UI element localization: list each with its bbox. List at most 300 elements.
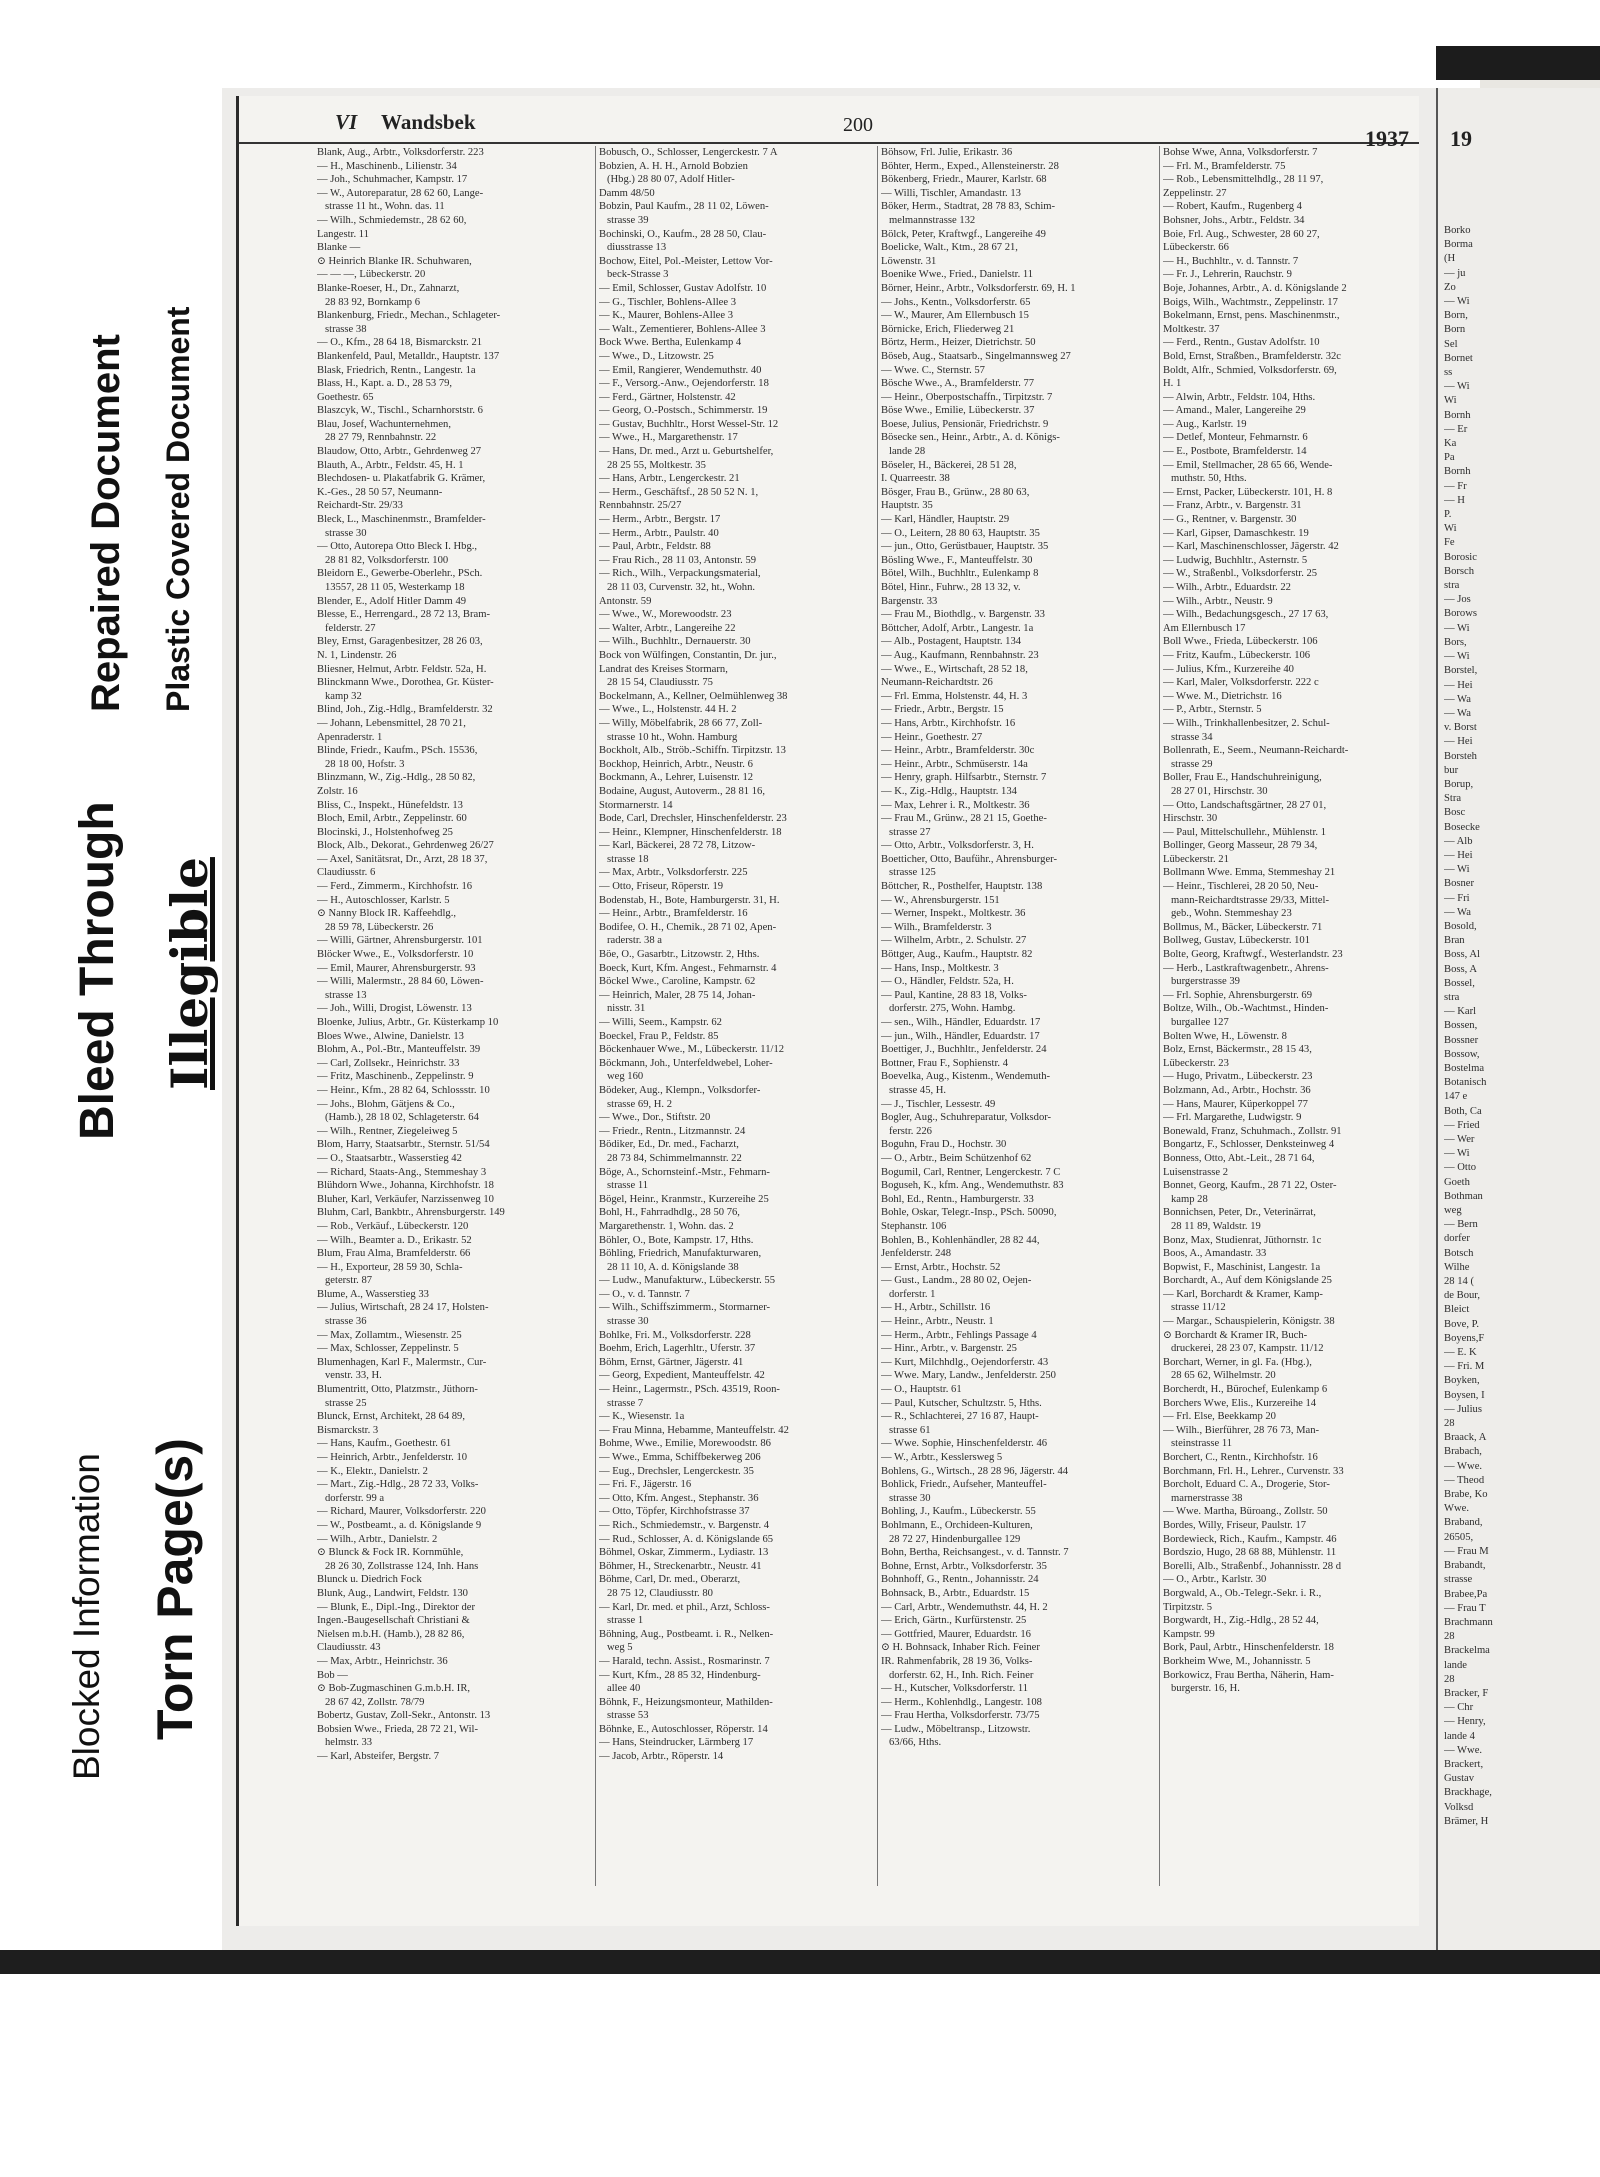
directory-entry: Blinckmann Wwe., Dorothea, Gr. Küster-: [317, 677, 494, 689]
directory-entry: Boldt, Alfr., Schmied, Volksdorferstr. 69,: [1163, 364, 1337, 376]
directory-entry: Bochow, Eitel, Pol.-Meister, Lettow Vor-: [599, 255, 773, 267]
next-page-entry: Bleict: [1444, 1304, 1470, 1316]
next-page-entry: Bornet: [1444, 352, 1473, 364]
directory-entry: — K., Zig.-Hdlg., Hauptstr. 134: [881, 785, 1017, 797]
directory-entry: — Fri. F., Jägerstr. 16: [599, 1479, 692, 1491]
directory-entry: kamp 28: [1171, 1193, 1208, 1205]
next-page-entry: 28: [1444, 1418, 1455, 1430]
directory-entry: — Emil, Maurer, Ahrensburgerstr. 93: [317, 962, 476, 974]
directory-entry: ⊙ Heinrich Blanke IR. Schuhwaren,: [317, 255, 472, 267]
directory-entry: — W., Autoreparatur, 28 62 60, Lange-: [317, 187, 484, 199]
next-page-entry: — Julius: [1444, 1403, 1482, 1415]
next-page-entry: lande 4: [1444, 1730, 1475, 1742]
directory-entry: — Willi, Gärtner, Ahrensburgerstr. 101: [317, 935, 483, 947]
next-page-entry: Zo: [1444, 281, 1456, 293]
label-torn-pages: Torn Page(s): [147, 1438, 203, 1740]
directory-entry: Blum, Frau Alma, Bramfelderstr. 66: [317, 1248, 471, 1260]
directory-entry: Margarethenstr. 1, Wohn. das. 2: [599, 1220, 734, 1232]
next-page-entry: Brackhage,: [1444, 1787, 1492, 1799]
directory-entry: — H., Maschinenb., Lilienstr. 34: [317, 160, 457, 172]
directory-entry: venstr. 33, H.: [325, 1370, 382, 1382]
directory-entry: ⊙ Bob-Zugmaschinen G.m.b.H. IR,: [317, 1683, 471, 1695]
directory-entry: dorferstr. 62, H., Inh. Rich. Feiner: [889, 1669, 1034, 1681]
directory-entry: — J., Tischler, Lessestr. 49: [881, 1098, 996, 1110]
directory-entry: — Gustav, Buchhltr., Horst Wessel-Str. 12: [599, 418, 779, 430]
directory-entry: Böhler, O., Bote, Kampstr. 17, Hths.: [599, 1234, 754, 1246]
directory-entry: Bohl, Ed., Rentn., Hamburgerstr. 33: [881, 1193, 1034, 1205]
directory-entry: IR. Rahmenfabrik, 28 19 36, Volks-: [881, 1655, 1033, 1667]
directory-entry: ferstr. 226: [889, 1125, 932, 1137]
directory-entry: — Frl. Sophie, Ahrensburgerstr. 69: [1163, 989, 1312, 1001]
directory-entry: strasse 30: [607, 1316, 649, 1328]
directory-entry: — Detlef, Monteur, Fehmarnstr. 6: [1163, 432, 1308, 444]
directory-entry: Böhling, Friedrich, Manufakturwaren,: [599, 1248, 762, 1260]
directory-entry: — Frl. Else, Beekkamp 20: [1163, 1411, 1276, 1423]
directory-entry: — Jacob, Arbtr., Röperstr. 14: [599, 1751, 724, 1763]
next-page-entry: Braband,: [1444, 1517, 1483, 1529]
directory-entry: Lübeckerstr. 66: [1163, 242, 1229, 254]
directory-entry: — Walter, Arbtr., Langereihe 22: [599, 622, 736, 634]
next-page-entry: Wi: [1444, 523, 1457, 535]
directory-entry: — Herm., Arbtr., Bergstr. 17: [599, 514, 721, 526]
directory-entry: Böhmel, Oskar, Zimmerm., Lydiastr. 13: [599, 1547, 769, 1559]
directory-entry: Bork, Paul, Arbtr., Hinschenfelderstr. 18: [1163, 1642, 1334, 1654]
directory-entry: ⊙ Blunck & Fock IR. Kornmühle,: [317, 1547, 464, 1559]
next-page-entry: Boss, A: [1444, 963, 1477, 975]
directory-entry: — Paul, Arbtr., Feldstr. 88: [599, 541, 711, 553]
next-page-entry: — Wwe.: [1444, 1460, 1483, 1472]
next-page-entry: Stra: [1444, 793, 1462, 805]
directory-entry: Tirpitzstr. 5: [1163, 1601, 1213, 1613]
directory-entry: — sen., Wilh., Händler, Eduardstr. 17: [881, 1017, 1041, 1028]
directory-entry: Boelicke, Walt., Ktm., 28 67 21,: [881, 242, 1018, 254]
directory-entry: Zolstr. 16: [317, 785, 358, 797]
directory-entry: — Walt., Zementierer, Bohlens-Allee 3: [599, 323, 766, 335]
next-page-entry: Brabach,: [1444, 1446, 1482, 1458]
next-page-entry: v. Borst: [1444, 722, 1477, 734]
directory-entry: Bodaine, August, Autoverm., 28 81 16,: [599, 785, 765, 797]
directory-entry: Bargenstr. 33: [881, 595, 938, 607]
directory-entry: Böhter, Herm., Exped., Allensteinerstr. 28: [881, 160, 1059, 172]
directory-entry: — Emil, Rangierer, Wendemuthstr. 40: [599, 364, 762, 376]
directory-entry: — Wwe., D., Litzowstr. 25: [599, 350, 714, 362]
directory-entry: burgerstr. 16, H.: [1171, 1683, 1240, 1695]
directory-entry: — O., Staatsarbtr., Wasserstieg 42: [317, 1152, 462, 1164]
directory-entry: — Franz, Arbtr., v. Bargenstr. 31: [1163, 500, 1302, 512]
next-page-entry: Borows: [1444, 608, 1477, 620]
directory-entry: — Alb., Postagent, Hauptstr. 134: [881, 636, 1022, 648]
directory-entry: — Rob., Verkäuf., Lübeckerstr. 120: [317, 1220, 469, 1232]
directory-entry: 28 73 84, Schimmelmannstr. 22: [607, 1152, 742, 1164]
next-page-entry: — Wi: [1444, 622, 1470, 634]
directory-entry: — Georg, Expedient, Manteuffelstr. 42: [599, 1370, 765, 1382]
next-page-entry: Bosold,: [1444, 920, 1477, 932]
next-page-entry: Bothman: [1444, 1190, 1483, 1202]
directory-entry: 28 81 82, Volksdorferstr. 100: [325, 554, 449, 566]
next-page-entry: — Fried: [1444, 1119, 1480, 1131]
directory-entry: — H., Kutscher, Volksdorferstr. 11: [881, 1683, 1029, 1695]
directory-entry: weg 5: [607, 1642, 633, 1654]
directory-entry: strasse 30: [325, 527, 367, 539]
next-page-entry: Volksd: [1444, 1801, 1474, 1813]
directory-entry: Börtz, Herm., Heizer, Dietrichstr. 50: [881, 337, 1036, 349]
directory-entry: Böhnk, F., Heizungsmonteur, Mathilden-: [599, 1696, 773, 1708]
directory-entry: burgallee 127: [1171, 1017, 1229, 1028]
directory-entry: Bohlen, B., Kohlenhändler, 28 82 44,: [881, 1234, 1040, 1246]
directory-entry: Bockholt, Alb., Ströb.-Schiffn. Tirpitzstr. 13: [599, 745, 786, 757]
next-page-entry: Borup,: [1444, 778, 1474, 790]
directory-entry: Ingen.-Baugesellschaft Christiani &: [317, 1615, 470, 1627]
directory-entry: Boigs, Wilh., Wachtmstr., Zeppelinstr. 17: [1163, 296, 1338, 308]
directory-entry: — Robert, Kaufm., Rugenberg 4: [1163, 201, 1302, 213]
damage-label-strip: [0, 80, 222, 1950]
directory-entry: Claudiusstr. 6: [317, 867, 376, 879]
directory-entry: nisstr. 31: [607, 1003, 646, 1015]
directory-entry: Langestr. 11: [317, 228, 369, 240]
directory-entry: — Wwe., H., Margarethenstr. 17: [599, 432, 738, 444]
directory-entry: — Kurt, Milchhdlg., Oejendorferstr. 43: [881, 1356, 1049, 1368]
directory-entry: Antonstr. 59: [599, 595, 652, 607]
next-page-entry: Wi: [1444, 395, 1457, 407]
next-page-entry: 147 e: [1444, 1091, 1468, 1103]
directory-entry: Jenfelderstr. 248: [881, 1248, 952, 1260]
directory-entry: marnerstrasse 38: [1171, 1492, 1243, 1504]
next-page-entry: 28: [1444, 1673, 1455, 1685]
directory-entry: Bloenke, Julius, Arbtr., Gr. Küsterkamp 10: [317, 1017, 499, 1028]
directory-entry: — Ferd., Zimmerm., Kirchhofstr. 16: [317, 881, 473, 893]
directory-entry: — Wilh., Schmiedemstr., 28 62 60,: [317, 214, 467, 226]
next-page-entry: — Wi: [1444, 864, 1470, 876]
directory-entry: Bollmann Wwe. Emma, Stemmeshay 21: [1163, 867, 1336, 879]
next-page-entry: — Bern: [1444, 1219, 1478, 1231]
directory-entry: helmstr. 33: [325, 1737, 373, 1749]
directory-entry: — Hans, Steindrucker, Lärmberg 17: [599, 1737, 754, 1749]
directory-entry: Bordewieck, Rich., Kaufm., Kampstr. 46: [1163, 1533, 1337, 1545]
directory-entry: — Carl, Arbtr., Wendemuthstr. 44, H. 2: [881, 1601, 1048, 1613]
directory-entry: 28 75 12, Claudiusstr. 80: [607, 1587, 713, 1599]
directory-entry: — Frau Hertha, Volksdorferstr. 73/75: [881, 1710, 1040, 1722]
directory-entry: Boenike Wwe., Fried., Danielstr. 11: [881, 269, 1034, 281]
directory-entry: Böker, Herm., Stadtrat, 28 78 83, Schim-: [881, 201, 1056, 213]
directory-entry: — Heinr., Arbtr., Schmüserstr. 14a: [881, 758, 1028, 770]
directory-entry: strasse 30: [889, 1492, 931, 1504]
directory-entry: — Max, Zollamtm., Wiesenstr. 25: [317, 1329, 462, 1341]
directory-entry: Bonnet, Georg, Kaufm., 28 71 22, Oster-: [1163, 1180, 1337, 1192]
directory-entry: Böhsow, Frl. Julie, Erikastr. 36: [881, 147, 1013, 158]
directory-entry: N. 1, Lindenstr. 26: [317, 649, 397, 661]
label-bleed-through: Bleed Through: [71, 801, 124, 1140]
directory-entry: Bleidorn E., Gewerbe-Oberlehr., PSch.: [317, 568, 483, 580]
directory-entry: — Georg, O.-Postsch., Schimmerstr. 19: [599, 405, 768, 417]
directory-entry: strasse 36: [325, 1316, 367, 1328]
directory-entry: — Heinr., Lagermstr., PSch. 43519, Roon-: [599, 1384, 780, 1396]
directory-entry: — P., Arbtr., Sternstr. 5: [1163, 704, 1262, 716]
directory-entry: Bolz, Ernst, Bäckermstr., 28 15 43,: [1163, 1044, 1312, 1056]
directory-entry: Böseb, Aug., Staatsarb., Singelmannsweg 27: [881, 350, 1071, 362]
directory-entry: — Wwe., Emma, Schiffbekerweg 206: [599, 1452, 761, 1463]
directory-entry: Bold, Ernst, Straßben., Bramfelderstr. 32c: [1163, 350, 1341, 362]
directory-entry: — Axel, Sanitätsrat, Dr., Arzt, 28 18 37,: [317, 853, 488, 865]
directory-entry: — Heinr., Oberpostschaffn., Tirpitzstr. 7: [881, 391, 1053, 403]
directory-entry: — Ludwig, Buchhltr., Asternstr. 5: [1163, 554, 1308, 566]
directory-entry: — F., Versorg.-Anw., Oejendorferstr. 18: [599, 378, 769, 390]
next-page-entry: — Wer: [1444, 1134, 1475, 1145]
directory-entry: Bohn, Bertha, Reichsangest., v. d. Tannstr. 7: [881, 1547, 1069, 1559]
directory-entry: — Wilh., Arbtr., Neustr. 9: [1163, 595, 1273, 607]
column-divider: [1159, 146, 1160, 1886]
directory-entry: Böhm, Ernst, Gärtner, Jägerstr. 41: [599, 1356, 744, 1368]
next-page-entry: P.: [1444, 509, 1452, 521]
next-page-entry: — Wa: [1444, 693, 1471, 705]
directory-entry: — Wilh., Buchhltr., Dernauerstr. 30: [599, 636, 751, 648]
directory-entry: — Mart., Zig.-Hdlg., 28 72 33, Volks-: [317, 1479, 479, 1491]
directory-entry: — Aug., Karlstr. 19: [1163, 418, 1247, 430]
directory-entry: Bolten Wwe, H., Löwenstr. 8: [1163, 1030, 1287, 1042]
directory-entry: Blumentritt, Otto, Platzmstr., Jüthorn-: [317, 1384, 478, 1396]
directory-entry: 28 25 55, Moltkestr. 35: [607, 459, 706, 471]
directory-entry: Böe, O., Gasarbtr., Litzowstr. 2, Hths.: [599, 949, 760, 961]
next-page-entry: Wilhe: [1444, 1261, 1470, 1273]
next-page-entry: Bornh: [1444, 409, 1471, 421]
directory-entry: Blunk, Aug., Landwirt, Feldstr. 130: [317, 1587, 468, 1599]
directory-entry: — Hans, Kaufm., Goethestr. 61: [317, 1438, 452, 1450]
directory-entry: Bökenberg, Friedr., Maurer, Karlstr. 68: [881, 174, 1047, 186]
directory-entry: Bongartz, F., Schlosser, Denksteinweg 4: [1163, 1139, 1335, 1151]
directory-entry: — Wwe. C., Sternstr. 57: [881, 364, 985, 376]
next-page-entry: — Otto: [1444, 1162, 1477, 1174]
directory-entry: — Max, Arbtr., Heinrichstr. 36: [317, 1655, 448, 1667]
directory-entry: muthstr. 50, Hths.: [1171, 473, 1247, 485]
directory-entry: — Wilh., Bierführer, 28 76 73, Man-: [1163, 1424, 1320, 1436]
next-page-entry: Borosic: [1444, 551, 1477, 563]
directory-entry: Bösche Wwe., A., Bramfelderstr. 77: [881, 378, 1035, 390]
next-page-entry: Bossel,: [1444, 977, 1475, 989]
directory-entry: — Willi, Seem., Kampstr. 62: [599, 1017, 722, 1028]
directory-entry: Moltkestr. 37: [1163, 323, 1220, 335]
next-page-entry: — Frau M: [1444, 1545, 1489, 1557]
directory-entry: — Otto, Töpfer, Kirchhofstrasse 37: [599, 1506, 750, 1518]
directory-entry: 28 11 89, Waldstr. 19: [1171, 1220, 1261, 1232]
next-page-entry: Brachmann: [1444, 1616, 1493, 1628]
directory-entry: — Paul, Kantine, 28 83 18, Volks-: [881, 989, 1027, 1001]
directory-entry: 28 72 27, Hindenburgallee 129: [889, 1533, 1021, 1545]
directory-entry: — Heinr., Klempner, Hinschenfelderstr. 18: [599, 826, 782, 838]
directory-entry: — Max, Schlosser, Zeppelinstr. 5: [317, 1343, 459, 1355]
directory-entry: Stormarnerstr. 14: [599, 799, 673, 811]
directory-entry: Bohse Wwe, Anna, Volksdorferstr. 7: [1163, 147, 1318, 158]
next-page-entry: Sel: [1444, 338, 1458, 350]
directory-entry: — Carl, Zollsekr., Heinrichstr. 33: [317, 1057, 460, 1069]
directory-entry: Borkowicz, Frau Bertha, Näherin, Ham-: [1163, 1669, 1334, 1681]
directory-entry: ⊙ Borchardt & Kramer IR, Buch-: [1163, 1329, 1308, 1341]
directory-entry: Bockelmann, A., Kellner, Oelmühlenweg 38: [599, 690, 788, 702]
directory-entry: Bonness, Otto, Abt.-Leit., 28 71 64,: [1163, 1152, 1315, 1164]
directory-entry: lande 28: [889, 446, 926, 458]
directory-entry: Bödeker, Aug., Klempn., Volksdorfer-: [599, 1084, 761, 1096]
directory-entry: strasse 27: [889, 826, 931, 838]
next-page-entry: — Chr: [1444, 1702, 1474, 1714]
next-page-entry: strasse: [1444, 1574, 1473, 1586]
directory-entry: Bohling, J., Kaufm., Lübeckerstr. 55: [881, 1506, 1036, 1518]
directory-entry: Bohlick, Friedr., Aufseher, Manteuffel-: [881, 1479, 1047, 1491]
directory-entry: — Willy, Möbelfabrik, 28 66 77, Zoll-: [599, 717, 763, 729]
next-page-entry: Boss, Al: [1444, 949, 1480, 961]
next-page-entry: Goeth: [1444, 1176, 1470, 1188]
directory-entry: — Paul, Mittelschullehr., Mühlenstr. 1: [1163, 826, 1327, 838]
directory-entry: strasse 7: [607, 1397, 644, 1409]
directory-entry: raderstr. 38 a: [607, 935, 663, 947]
scan-margin-bottom: [0, 1950, 1600, 1974]
next-page-entry: 28 14 (: [1444, 1276, 1475, 1288]
next-page-entry: Brackelma: [1444, 1645, 1490, 1657]
directory-entry: — Ernst, Arbtr., Hochstr. 52: [881, 1261, 1001, 1273]
directory-entry: geb., Wohn. Stemmeshay 23: [1171, 908, 1292, 920]
directory-entry: geterstr. 87: [325, 1275, 373, 1287]
next-page-entry: — ju: [1444, 267, 1466, 279]
directory-entry: strasse 45, H.: [889, 1084, 947, 1096]
next-page-entry: Bostelma: [1444, 1062, 1485, 1074]
directory-entry: Böseler, H., Bäckerei, 28 51 28,: [881, 459, 1017, 471]
directory-entry: — Otto, Friseur, Röperstr. 19: [599, 881, 724, 893]
next-page-entry: Brackert,: [1444, 1758, 1484, 1770]
directory-entry: — K., Wiesenstr. 1a: [599, 1411, 685, 1423]
directory-entry: Damm 48/50: [599, 187, 655, 199]
next-page-entry: Borsch: [1444, 565, 1475, 577]
directory-entry: — Herm., Arbtr., Paulstr. 40: [599, 527, 719, 539]
directory-entry: Bötel, Hinr., Fuhrw., 28 13 32, v.: [881, 582, 1021, 593]
label-plastic-covered: Plastic Covered Document: [160, 306, 196, 712]
directory-entry: Böckmann, Joh., Unterfeldwebel, Loher-: [599, 1057, 773, 1069]
directory-entry: — Wilh., Arbtr., Danielstr. 2: [317, 1533, 438, 1545]
directory-entry: — Herm., Geschäftsf., 28 50 52 N. 1,: [599, 486, 759, 498]
directory-entry: Blesse, E., Herrengard., 28 72 13, Bram-: [317, 609, 490, 621]
next-page-entry: Borsteh: [1444, 750, 1477, 762]
directory-entry: — Blunk, E., Dipl.-Ing., Direktor der: [317, 1601, 475, 1613]
directory-entry: — Hinr., Arbtr., v. Bargenstr. 25: [881, 1343, 1017, 1355]
directory-entry: — Julius, Kfm., Kurzereihe 40: [1163, 663, 1294, 675]
directory-entry: Böhning, Aug., Postbeamt. i. R., Nelken-: [599, 1628, 774, 1640]
directory-entry: Bock von Wülfingen, Constantin, Dr. jur.,: [599, 649, 777, 661]
volume-number: VI: [335, 110, 358, 134]
directory-entry: Borchert, C., Rentn., Kirchhofstr. 16: [1163, 1452, 1318, 1463]
directory-entry: — Fritz, Maschinenb., Zeppelinstr. 9: [317, 1071, 474, 1083]
directory-entry: Goethestr. 65: [317, 391, 374, 403]
next-page-entry: Ka: [1444, 438, 1457, 450]
label-illegible: Illegible: [160, 857, 219, 1090]
directory-entry: Bloes Wwe., Alwine, Danielstr. 13: [317, 1030, 464, 1042]
directory-entry: — Richard, Staats-Ang., Stemmeshay 3: [317, 1166, 487, 1178]
next-page-entry: — Henry,: [1444, 1716, 1486, 1728]
directory-entry: — Hans, Arbtr., Lengerckestr. 21: [599, 473, 740, 485]
directory-entry: — Wilh., Trinkhallenbesitzer, 2. Schul-: [1163, 717, 1330, 729]
next-page-entry: Bove, P.: [1444, 1318, 1480, 1330]
directory-entry: — Otto, Landschaftsgärtner, 28 27 01,: [1163, 799, 1327, 811]
next-page-entry: Born,: [1444, 310, 1468, 322]
page-header: [239, 102, 1419, 151]
directory-entry: weg 160: [607, 1071, 644, 1083]
directory-entry: — Johs., Kentn., Volksdorferstr. 65: [881, 296, 1031, 308]
directory-entry: Blender, E., Adolf Hitler Damm 49: [317, 595, 467, 607]
directory-entry: Börnicke, Erich, Fliederweg 21: [881, 323, 1015, 335]
next-page-entry: weg: [1444, 1205, 1462, 1217]
next-page-entry: Brabee,Pa: [1444, 1588, 1488, 1600]
next-page-entry: Fe: [1444, 537, 1455, 549]
directory-entry: 28 83 92, Bornkamp 6: [325, 296, 421, 308]
directory-entry: — — —, Lübeckerstr. 20: [317, 269, 426, 281]
directory-entry: — Wilh., Bramfelderstr. 3: [881, 921, 992, 933]
directory-entry: Bohnsack, B., Arbtr., Eduardstr. 15: [881, 1587, 1030, 1599]
directory-entry: Blass, H., Kapt. a. D., 28 53 79,: [317, 378, 453, 390]
directory-entry: Borchart, Werner, in gl. Fa. (Hbg.),: [1163, 1356, 1312, 1368]
directory-entry: Blaudow, Otto, Arbtr., Gehrdenweg 27: [317, 446, 482, 458]
directory-entry: Bollweg, Gustav, Lübeckerstr. 101: [1163, 935, 1311, 947]
next-page-entry: Boyens,F: [1444, 1332, 1485, 1344]
directory-entry: diusstrasse 13: [607, 242, 667, 254]
directory-entry: — K., Maurer, Bohlens-Allee 3: [599, 310, 734, 322]
directory-entry: — Kurt, Kfm., 28 85 32, Hindenburg-: [599, 1669, 761, 1681]
directory-entry: — Heinr., Arbtr., Bramfelderstr. 16: [599, 908, 748, 920]
directory-entry: Borgwald, A., Ob.-Telegr.-Sekr. i. R.,: [1163, 1587, 1322, 1599]
directory-entry: Bley, Ernst, Garagenbesitzer, 28 26 03,: [317, 636, 483, 648]
directory-entry: — Wwe., W., Morewoodstr. 23: [599, 609, 732, 621]
directory-entry: — Wilhelm, Arbtr., 2. Schulstr. 27: [881, 935, 1027, 947]
next-page-entry: Born: [1444, 324, 1466, 336]
directory-entry: Bösling Wwe., F., Manteuffelstr. 30: [881, 554, 1033, 566]
next-page-entry: Bossow,: [1444, 1048, 1480, 1060]
next-page-entry: Borstel,: [1444, 665, 1478, 677]
directory-entry: Bödiker, Ed., Dr. med., Facharzt,: [599, 1139, 739, 1151]
directory-entry: steinstrasse 11: [1171, 1438, 1233, 1450]
directory-entry: — Ferd., Gärtner, Holstenstr. 42: [599, 391, 736, 403]
directory-entry: Bolzmann, Ad., Arbtr., Hochstr. 36: [1163, 1084, 1311, 1096]
directory-entry: strasse 11 ht., Wohn. das. 11: [325, 201, 445, 213]
directory-entry: Blanke-Roeser, H., Dr., Zahnarzt,: [317, 282, 460, 294]
next-page-entry: stra: [1444, 580, 1460, 592]
next-page-entry: Borma: [1444, 239, 1473, 251]
directory-entry: — Wwe., L., Holstenstr. 44 H. 2: [599, 704, 737, 716]
column-divider: [595, 146, 596, 1886]
directory-entry: Boeck, Kurt, Kfm. Angest., Fehmarnstr. 4: [599, 962, 777, 974]
directory-entry: — Hans, Dr. med., Arzt u. Geburtshelfer,: [599, 446, 774, 458]
directory-entry: — Karl, Absteifer, Bergstr. 7: [317, 1751, 440, 1763]
directory-entry: Bohle, Oskar, Telegr.-Insp., PSch. 50090,: [881, 1207, 1057, 1219]
directory-entry: — Otto, Arbtr., Volksdorferstr. 3, H.: [881, 840, 1034, 852]
directory-entry: Landrat des Kreises Stormarn,: [599, 663, 728, 675]
directory-entry: Böttcher, R., Posthelfer, Hauptstr. 138: [881, 881, 1043, 893]
directory-entry: Bordes, Willy, Friseur, Paulstr. 17: [1163, 1519, 1307, 1531]
directory-entry: — Ernst, Packer, Lübeckerstr. 101, H. 8: [1163, 486, 1333, 498]
next-page-entry: — Fri. M: [1444, 1361, 1485, 1373]
directory-entry: Apenraderstr. 1: [317, 731, 383, 743]
scan-shadow-top: [1436, 46, 1600, 80]
directory-entry: — K., Elektr., Danielstr. 2: [317, 1465, 428, 1477]
directory-entry: Blanke —: [317, 242, 361, 254]
directory-entry: Bob —: [317, 1669, 348, 1681]
directory-entry: Bohlmann, E., Orchideen-Kulturen,: [881, 1519, 1033, 1531]
directory-entry: — Harald, techn. Assist., Rosmarinstr. 7: [599, 1655, 770, 1667]
directory-entry: Nielsen m.b.H. (Hamb.), 28 82 86,: [317, 1628, 465, 1640]
directory-entry: strasse 25: [325, 1397, 367, 1409]
directory-entry: Bohne, Ernst, Arbtr., Volksdorferstr. 35: [881, 1560, 1047, 1572]
next-page-entry: — Wa: [1444, 906, 1471, 918]
directory-entry: — Eug., Drechsler, Lengerckestr. 35: [599, 1465, 754, 1477]
directory-entry: Bobzien, A. H. H., Arnold Bobzien: [599, 160, 748, 172]
directory-entry: Reichardt-Str. 29/33: [317, 500, 403, 512]
directory-entry: — Herb., Lastkraftwagenbetr., Ahrens-: [1163, 962, 1329, 974]
next-page-entry: Pa: [1444, 452, 1455, 464]
directory-entry: Am Ellernbusch 17: [1163, 622, 1246, 634]
directory-entry: Bopwist, F., Maschinist, Langestr. 1a: [1163, 1261, 1321, 1273]
